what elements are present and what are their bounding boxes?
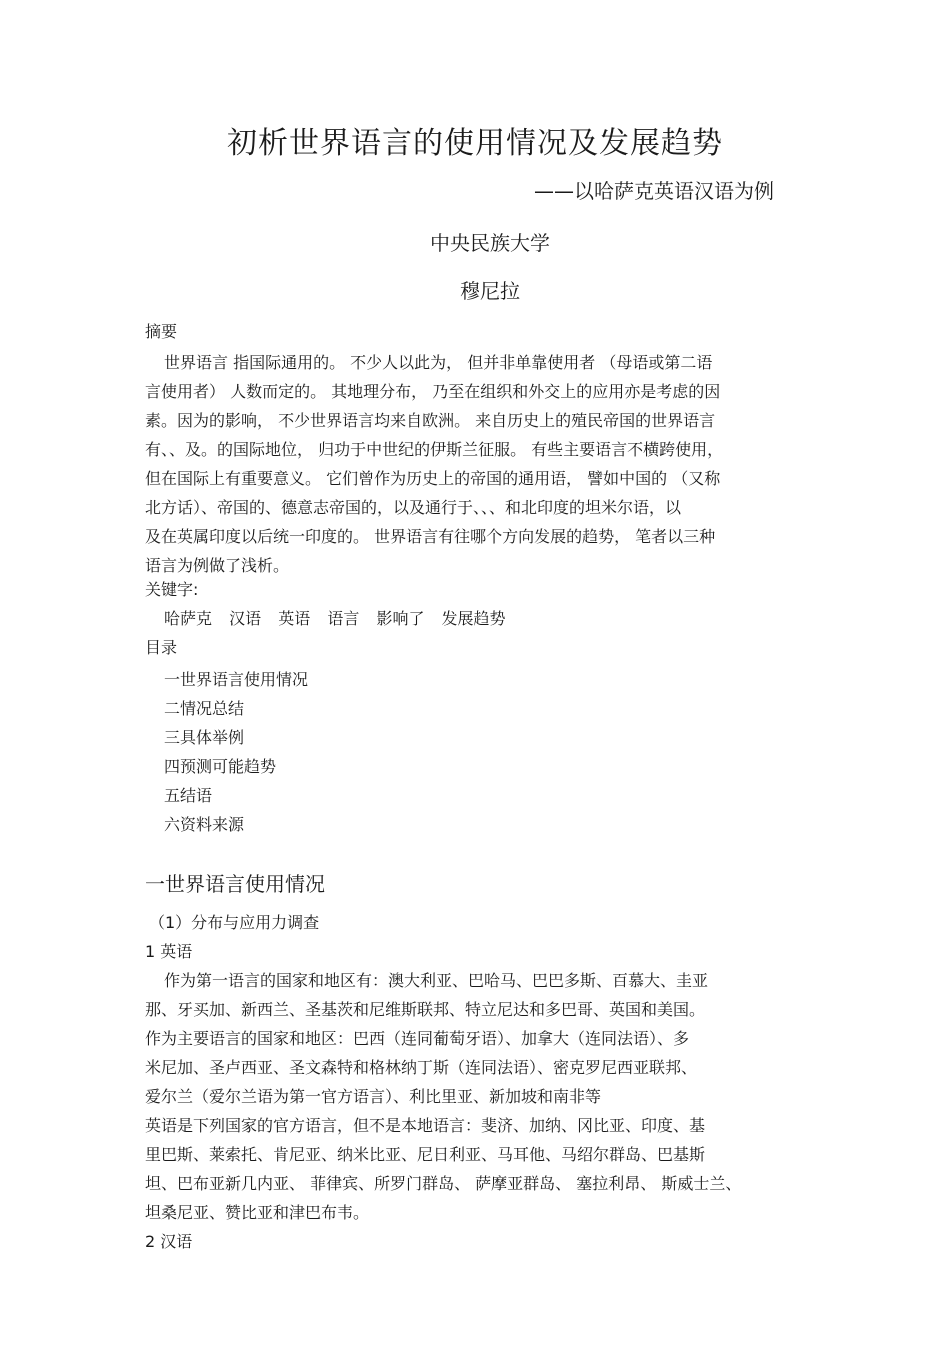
section-heading: 一世界语言使用情况 <box>145 872 325 896</box>
abstract-line: 及在英属印度以后统一印度的。 世界语言有往哪个方向发展的趋势， 笔者以三种 <box>145 527 716 546</box>
keyword: 哈萨克 <box>164 609 213 628</box>
body-line: 作为第一语言的国家和地区有：澳大利亚、巴哈马、巴巴多斯、百慕大、圭亚 <box>164 971 709 990</box>
keyword: 英语 <box>278 609 311 628</box>
keywords-label: 关键字: <box>145 580 199 599</box>
abstract-line: 言使用者） 人数而定的。 其地理分布， 乃至在组织和外交上的应用亦是考虑的因 <box>145 382 721 401</box>
abstract-line: 素。因为的影响， 不少世界语言均来自欧洲。 来自历史上的殖民帝国的世界语言 <box>145 411 716 430</box>
keyword: 发展趋势 <box>441 609 506 628</box>
author: 穆尼拉 <box>460 279 520 303</box>
abstract-line: 有、、及。的国际地位， 归功于中世纪的伊斯兰征服。 有些主要语言不横跨使用， <box>145 440 724 459</box>
body-line: 米尼加、圣卢西亚、圣文森特和格林纳丁斯（连同法语）、密克罗尼西亚联邦、 <box>145 1058 698 1077</box>
keywords-list <box>164 607 518 631</box>
toc-item: 三具体举例 <box>164 728 245 747</box>
keyword: 语言 <box>327 609 360 628</box>
table-of-contents <box>164 665 308 839</box>
abstract-line: 北方话）、帝国的、德意志帝国的，以及通行于、、、和北印度的坦米尔语，以 <box>145 498 682 517</box>
toc-label: 目录 <box>145 638 178 657</box>
body-line: 坦、巴布亚新几内亚、 菲律宾、所罗门群岛、 萨摩亚群岛、 塞拉利昂、 斯威士兰、 <box>145 1174 742 1193</box>
toc-item: 一世界语言使用情况 <box>164 670 309 689</box>
body-line: 作为主要语言的国家和地区：巴西（连同葡萄牙语）、加拿大（连同法语）、多 <box>145 1029 690 1048</box>
document-title: 初析世界语言的使用情况及发展趋势 <box>227 126 723 161</box>
abstract-line: 世界语言 指国际通用的。 不少人以此为， 但并非单靠使用者 （母语或第二语 <box>164 353 713 372</box>
item-heading: 2 汉语 <box>145 1232 193 1251</box>
abstract-line: 但在国际上有重要意义。 它们曾作为历史上的帝国的通用语， 譬如中国的 （又称 <box>145 469 721 488</box>
abstract-label: 摘要 <box>145 322 178 341</box>
abstract-line: 语言为例做了浅析。 <box>145 556 290 575</box>
document-subtitle: ——以哈萨克英语汉语为例 <box>534 179 774 203</box>
organization: 中央民族大学 <box>430 231 550 255</box>
body-line: 那、牙买加、新西兰、圣基茨和尼维斯联邦、特立尼达和多巴哥、英国和美国。 <box>145 1000 706 1019</box>
toc-item: 二情况总结 <box>164 699 245 718</box>
body-line: 英语是下列国家的官方语言，但不是本地语言：斐济、加纳、冈比亚、印度、基 <box>145 1116 706 1135</box>
keyword: 影响了 <box>376 609 425 628</box>
section-body <box>145 908 815 1256</box>
subsection-heading: （1）分布与应用力调查 <box>149 913 320 932</box>
body-line: 里巴斯、莱索托、肯尼亚、纳米比亚、尼日利亚、马耳他、马绍尔群岛、巴基斯 <box>145 1145 706 1164</box>
body-line: 爱尔兰（爱尔兰语为第一官方语言）、利比里亚、新加坡和南非等 <box>145 1087 602 1106</box>
toc-item: 五结语 <box>164 786 213 805</box>
toc-item: 四预测可能趋势 <box>164 757 277 776</box>
keyword: 汉语 <box>229 609 262 628</box>
toc-item: 六资料来源 <box>164 815 245 834</box>
item-heading: 1 英语 <box>145 942 193 961</box>
abstract-body <box>145 348 815 580</box>
body-line: 坦桑尼亚、赞比亚和津巴布韦。 <box>145 1203 370 1222</box>
